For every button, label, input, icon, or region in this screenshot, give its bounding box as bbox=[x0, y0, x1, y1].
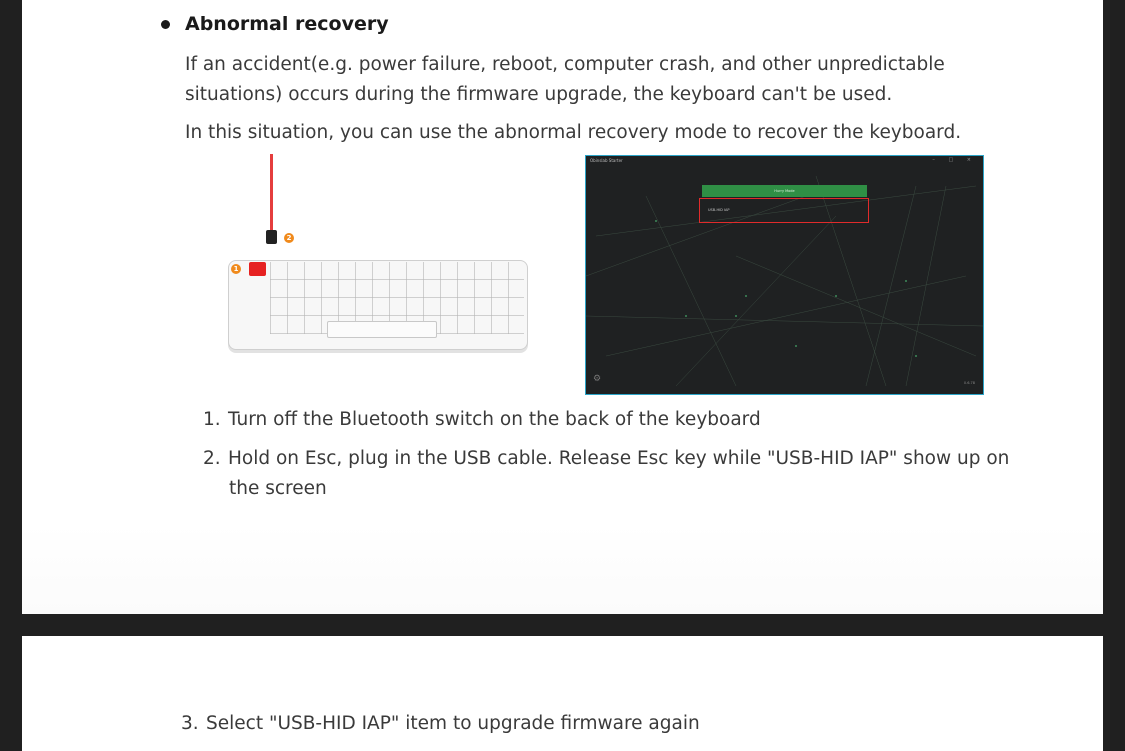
spacebar-key bbox=[327, 321, 437, 338]
intro-line-1: If an accident(e.g. power failure, reboot, computer crash, and other unpredictable bbox=[185, 54, 945, 75]
gear-icon: ⚙ bbox=[593, 374, 602, 384]
step-badge-2: 2 bbox=[284, 233, 294, 243]
page-bottom-fade bbox=[22, 524, 1103, 614]
step-3 bbox=[181, 709, 700, 739]
step-2-continuation: the screen bbox=[229, 478, 327, 499]
window-controls: – □ × bbox=[932, 157, 977, 163]
app-version: 0.6.78 bbox=[963, 381, 975, 385]
step-text: Turn off the Bluetooth switch on the back of the keyboard bbox=[228, 409, 761, 430]
esc-key bbox=[249, 262, 266, 276]
intro-line-2: situations) occurs during the firmware upgrade, the keyboard can't be used. bbox=[185, 84, 893, 105]
recovery-app-screenshot bbox=[585, 155, 984, 395]
step-number: 3. bbox=[181, 713, 199, 734]
step-1 bbox=[203, 405, 761, 435]
step-badge-1: 1 bbox=[231, 264, 241, 274]
usb-cable bbox=[270, 154, 273, 234]
bullet-point bbox=[161, 20, 170, 29]
step-number: 2. bbox=[203, 448, 221, 469]
document-page-1 bbox=[22, 0, 1103, 614]
step-number: 1. bbox=[203, 409, 221, 430]
device-row-label: USB-HID IAP bbox=[708, 208, 730, 212]
step-2 bbox=[203, 444, 1010, 474]
intro-paragraph bbox=[185, 50, 945, 110]
usb-plug bbox=[266, 230, 277, 244]
section-heading: Abnormal recovery bbox=[185, 13, 389, 35]
step-text: Hold on Esc, plug in the USB cable. Release Esc key while "USB-HID IAP" show up on bbox=[228, 448, 1010, 469]
app-title: Obinslab Starter bbox=[590, 158, 623, 163]
usb-hid-iap-highlight bbox=[699, 198, 869, 223]
step-text: Select "USB-HID IAP" item to upgrade firmware again bbox=[206, 713, 700, 734]
recovery-paragraph: In this situation, you can use the abnormal recovery mode to recover the keyboard. bbox=[185, 122, 962, 143]
app-green-bar: Hurry Mode bbox=[702, 185, 867, 197]
keyboard-illustration bbox=[222, 152, 542, 362]
